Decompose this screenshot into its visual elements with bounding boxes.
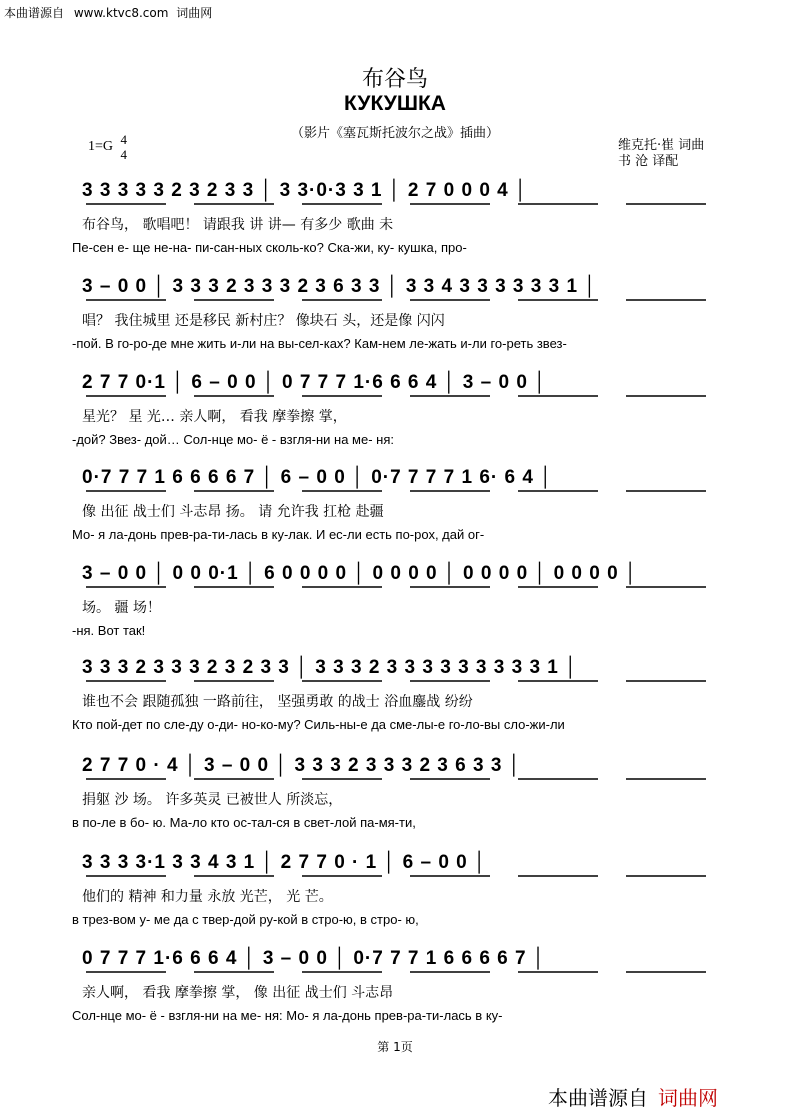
underline-beams xyxy=(82,749,742,783)
lyrics-russian: Мо- я ла-донь прев-ра-ти-лась в ку-лак. И ес-ли есть по-рох, дай ог- xyxy=(72,527,485,542)
credit-translation: 书 沧 译配 xyxy=(618,154,679,169)
staff-line xyxy=(82,852,742,878)
underline-beams xyxy=(82,461,742,495)
key-label: 1=G xyxy=(88,139,114,155)
title-russian: КУКУШКА xyxy=(344,92,446,115)
credit-lyrics: 维克托·崔 词曲 xyxy=(618,138,705,153)
lyrics-chinese: 像 出征 战士们 斗志昂 扬。 请 允许我 扛枪 赴疆 xyxy=(82,504,384,520)
lyrics-russian: Сол-нце мо- ё - взгля-ни на ме- ня: Мо- я ла-донь прев-ра-ти-лась в ку- xyxy=(72,1008,503,1023)
staff-line xyxy=(82,372,742,398)
note-row: 3 3 3 3 3 2 3 2 3 3 │ 3 3·0·3 3 1 │ 2 7 0 0 0 4 │ xyxy=(82,180,528,201)
lyrics-chinese: 谁也不会 跟随孤独 一路前往， 坚强勇敢 的战士 浴血鏖战 纷纷 xyxy=(82,694,473,710)
note-row: 0 7 7 7 1·6 6 6 4 │ 3 – 0 0 │ 0·7 7 7 1 6 6 6 6 7 │ xyxy=(82,948,546,969)
underline-beams xyxy=(82,174,742,208)
staff-line xyxy=(82,180,742,206)
site-name: 本曲谱源自 xyxy=(4,6,65,20)
note-row: 3 – 0 0 │ 0 0 0·1 │ 6 0 0 0 0 │ 0 0 0 0 │ 0 0 0 0 │ 0 0 0 0 │ xyxy=(82,563,638,584)
site-header xyxy=(4,4,212,21)
site-url[interactable]: www.ktvc8.com xyxy=(73,6,169,20)
lyrics-chinese: 亲人啊， 看我 摩拳擦 掌， 像 出征 战士们 斗志昂 xyxy=(82,985,394,1001)
staff-line xyxy=(82,755,742,781)
underline-beams xyxy=(82,651,742,685)
underline-beams xyxy=(82,557,742,591)
underline-beams xyxy=(82,846,742,880)
lyrics-chinese: 星光？ 星 光… 亲人啊， 看我 摩拳擦 掌， xyxy=(82,409,347,425)
staff-line xyxy=(82,276,742,302)
lyrics-chinese: 场。 疆 场！ xyxy=(82,600,161,616)
note-row: 2 7 7 0·1 │ 6 – 0 0 │ 0 7 7 7 1·6 6 6 4 │ 3 – 0 0 │ xyxy=(82,372,548,393)
lyrics-russian: -пой. В го-ро-де мне жить и-ли на вы-сел-ках? Кам-нем ле-жать и-ли го-реть звез- xyxy=(72,336,567,351)
note-row: 2 7 7 0 · 4 │ 3 – 0 0 │ 3 3 3 2 3 3 3 2 3 6 3 3 │ xyxy=(82,755,522,776)
lyrics-russian: Кто пой-дет по сле-ду о-ди- но-ко-му? Силь-ны-е да сме-лы-е го-ло-вы сло-жи-ли xyxy=(72,717,565,732)
lyrics-russian: в трез-вом у- ме да с твер-дой ру-кой в стро-ю, в стро- ю, xyxy=(72,912,419,927)
lyrics-russian: в по-ле в бо- ю. Ма-ло кто ос-тал-ся в свет-лой па-мя-ти, xyxy=(72,815,416,830)
time-bottom: 4 xyxy=(120,147,128,162)
lyrics-russian: -ня. Вот так! xyxy=(72,623,146,638)
brand-left: 本曲谱源自 xyxy=(548,1086,648,1110)
brand-footer xyxy=(548,1082,718,1111)
underline-beams xyxy=(82,270,742,304)
staff-line xyxy=(82,467,742,493)
subtitle: （影片《塞瓦斯托波尔之战》插曲） xyxy=(290,126,499,141)
underline-beams xyxy=(82,942,742,976)
key-signature xyxy=(88,132,127,162)
note-row: 3 3 3 2 3 3 3 2 3 2 3 3 │ 3 3 3 2 3 3 3 3 3 3 3 3 3 1 │ xyxy=(82,657,579,678)
lyrics-russian: -дой? Звез- дой… Сол-нце мо- ё - взгля-ни на ме- ня: xyxy=(72,432,394,447)
time-top: 4 xyxy=(120,132,128,147)
staff-line xyxy=(82,563,742,589)
lyrics-chinese: 唱？ 我住城里 还是移民 新村庄？ 像块石 头，还是像 闪闪 xyxy=(82,313,445,329)
lyrics-chinese: 捐躯 沙 场。 许多英灵 已被世人 所淡忘， xyxy=(82,792,343,808)
lyrics-russian: Пе-сен е- ще не-на- пи-сан-ных сколь-ко? Ска-жи, ку- кушка, про- xyxy=(72,240,467,255)
title-chinese: 布谷鸟 xyxy=(361,67,428,92)
note-row: 3 – 0 0 │ 3 3 3 2 3 3 3 2 3 6 3 3 │ 3 3 4 3 3 3 3 3 3 1 │ xyxy=(82,276,598,297)
lyrics-chinese: 他们的 精神 和力量 永放 光芒， 光 芒。 xyxy=(82,889,333,905)
underline-beams xyxy=(82,366,742,400)
note-row: 3 3 3 3·1 3 3 4 3 1 │ 2 7 7 0 · 1 │ 6 – 0 0 │ xyxy=(82,852,487,873)
site-suffix: 词曲网 xyxy=(176,6,213,20)
lyrics-chinese: 布谷鸟， 歌唱吧！ 请跟我 讲 讲— 有多少 歌曲 未 xyxy=(82,217,394,233)
time-signature xyxy=(121,132,128,162)
note-row: 0·7 7 7 1 6 6 6 6 7 │ 6 – 0 0 │ 0·7 7 7 7 1 6· 6 4 │ xyxy=(82,467,554,488)
page-number: 第 1页 xyxy=(377,1040,413,1054)
staff-line xyxy=(82,657,742,683)
staff-line xyxy=(82,948,742,974)
brand-right: 词曲网 xyxy=(658,1086,718,1110)
